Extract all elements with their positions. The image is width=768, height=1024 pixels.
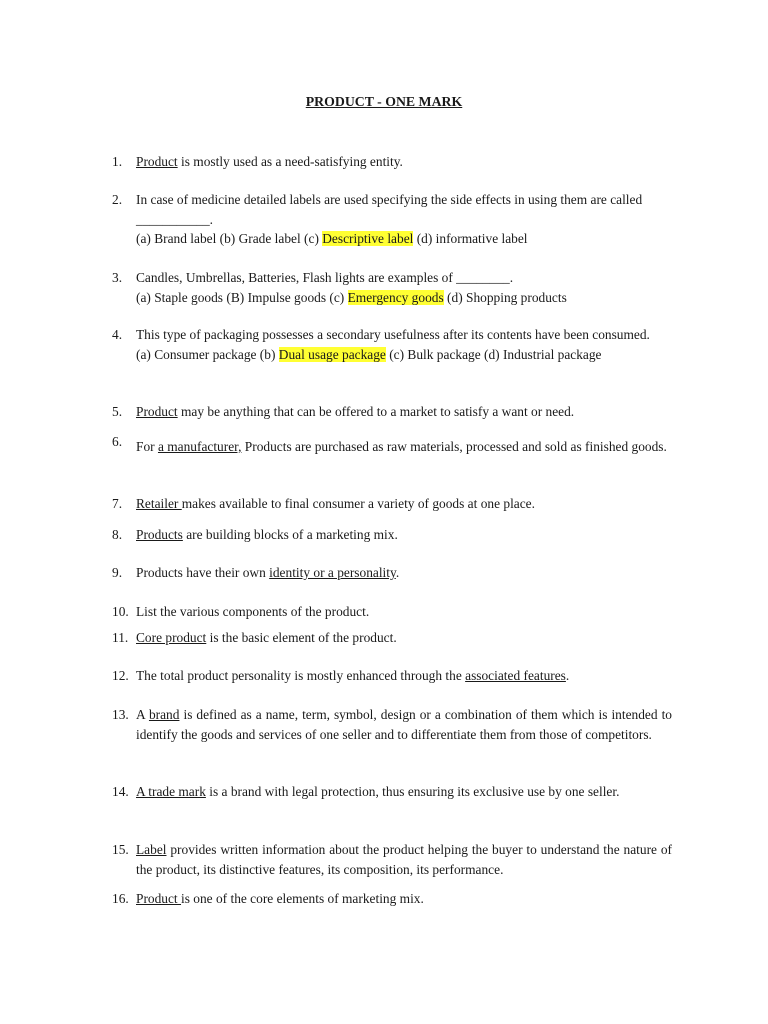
question-text [136, 563, 672, 583]
list-item [112, 325, 672, 364]
underlined-term: Product [136, 154, 178, 169]
question-text [136, 889, 672, 909]
list-item [112, 889, 672, 909]
text-segment: are building blocks of a marketing mix. [182, 527, 398, 542]
question-text [136, 628, 672, 648]
answer-options [136, 288, 672, 308]
text-segment: (c) Bulk package (d) Industrial package [385, 346, 602, 362]
answer-options [136, 229, 672, 249]
list-item [112, 705, 672, 744]
underlined-term: Core product [136, 630, 207, 645]
list-item [112, 402, 672, 422]
underlined-term: a manufacturer, [157, 439, 242, 454]
question-text [136, 152, 672, 172]
page-title: PRODUCT - ONE MARK [305, 94, 463, 109]
question-text [136, 666, 672, 686]
item-number: 1. [112, 154, 123, 169]
question-text [136, 325, 672, 345]
question-text [136, 525, 672, 545]
item-number: 5. [112, 404, 123, 419]
text-segment: makes available to final consumer a variety of goods at one place. [181, 496, 535, 511]
list-item [112, 152, 672, 172]
underlined-term: associated features [465, 668, 566, 683]
underlined-term: Product [136, 404, 178, 419]
item-number: 12. [112, 668, 129, 683]
text-segment: (d) Shopping products [443, 289, 567, 305]
question-text [136, 268, 672, 288]
list-item [112, 563, 672, 583]
answer-options [136, 345, 672, 365]
highlighted-answer: Descriptive label [322, 231, 414, 246]
item-number: 4. [112, 327, 123, 342]
text-segment: is a brand with legal protection, thus ensuring its exclusive use by one seller. [205, 784, 620, 799]
list-item [112, 432, 672, 462]
text-segment: . [395, 565, 400, 580]
item-number: 2. [112, 192, 123, 207]
text-segment: The total product personality is mostly enhanced through the [136, 668, 466, 683]
text-segment: (a) Staple goods (B) Impulse goods (c) [136, 289, 348, 305]
item-number: 10. [112, 604, 129, 619]
list-item [112, 494, 672, 514]
item-number: 3. [112, 270, 123, 285]
item-number: 14. [112, 784, 129, 799]
item-number: 16. [112, 891, 129, 906]
underlined-term: Products [136, 527, 183, 542]
text-segment: is mostly used as a need-satisfying entity. [177, 154, 403, 169]
item-number: 9. [112, 565, 123, 580]
item-number: 7. [112, 496, 123, 511]
text-segment: may be anything that can be offered to a market to satisfy a want or need. [177, 404, 575, 419]
underlined-term: brand [148, 707, 180, 722]
question-text [136, 602, 672, 622]
item-number: 13. [112, 707, 129, 722]
text-segment: is one of the core elements of marketing mix. [181, 891, 424, 906]
question-text [136, 432, 672, 462]
highlighted-answer: Emergency goods [347, 289, 444, 305]
list-item [112, 628, 672, 648]
text-segment: is the basic element of the product. [206, 630, 397, 645]
text-segment: (d) informative label [413, 231, 528, 246]
text-segment: is defined as a name, term, symbol, design or a combination of them which is intended to identify the goods and services of one seller and to differentiate them from those of competitors. [136, 707, 672, 742]
underlined-term: Label [136, 842, 167, 857]
text-segment: For [136, 439, 158, 454]
question-text [136, 782, 672, 802]
underlined-term: A trade mark [136, 784, 206, 799]
text-segment: A [136, 707, 149, 722]
text-segment: This type of packaging possesses a secondary usefulness after its contents have been consumed. [136, 327, 650, 342]
text-segment: List the various components of the product. [136, 604, 370, 619]
text-segment: (a) Consumer package (b) [136, 346, 279, 362]
list-item [112, 525, 672, 545]
question-text [136, 840, 672, 879]
question-text [136, 494, 672, 514]
text-segment: Products are purchased as raw materials, processed and sold as finished goods. [241, 439, 667, 454]
text-segment: . [565, 668, 570, 683]
item-number: 11. [112, 630, 129, 645]
text-segment: Candles, Umbrellas, Batteries, Flash lights are examples of ________. [136, 270, 514, 285]
list-item [112, 602, 672, 622]
underlined-term: identity or a personality [269, 565, 396, 580]
list-item [112, 268, 672, 307]
list-item [112, 840, 672, 879]
text-segment: In case of medicine detailed labels are used specifying the side effects in using them are called ___________. [136, 192, 643, 227]
text-segment: Products have their own [136, 565, 270, 580]
item-number: 6. [112, 434, 123, 449]
question-text [136, 705, 672, 744]
list-item [112, 666, 672, 686]
list-item [112, 190, 672, 249]
item-number: 15. [112, 842, 129, 857]
highlighted-answer: Dual usage package [278, 346, 386, 362]
list-item [112, 782, 672, 802]
question-text [136, 402, 672, 422]
underlined-term: Retailer [136, 496, 182, 511]
text-segment: (a) Brand label (b) Grade label (c) [136, 231, 323, 246]
underlined-term: Product [136, 891, 182, 906]
text-segment: provides written information about the product helping the buyer to understand the nature of the product, its distinctive features, its composition, its performance. [136, 842, 672, 877]
item-number: 8. [112, 527, 123, 542]
question-text [136, 190, 672, 229]
